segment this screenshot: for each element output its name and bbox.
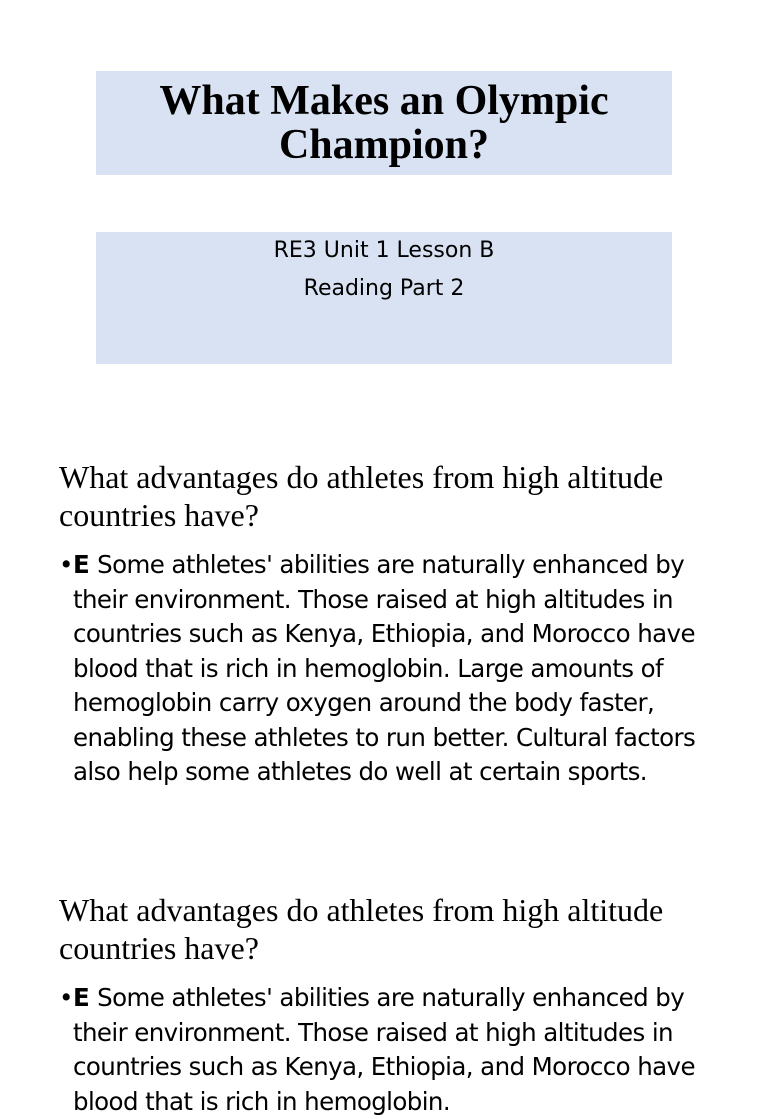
question-section-2 [59, 891, 739, 1119]
answer-bullet [59, 548, 739, 790]
answer-text: Some athletes' abilities are naturally enhanced by their environment. Those raised at high altitudes in countries such as Kenya, Ethiopia, and Morocco have blood that is rich in hemoglobin. [73, 983, 695, 1116]
question-heading: What advantages do athletes from high altitude countries have? [59, 459, 664, 533]
bullet-dot: • [59, 983, 73, 1012]
question-heading: What advantages do athletes from high altitude countries have? [59, 892, 664, 966]
subtitle-line-2: Reading Part 2 [303, 276, 465, 301]
question-section-1 [59, 458, 739, 790]
answer-text: Some athletes' abilities are naturally enhanced by their environment. Those raised at high altitudes in countries such as Kenya, Ethiopia, and Morocco have blood that is rich in hemoglobin. Large amounts of hemoglobin carry oxygen around the body faster, enabling these athletes to run better. Cultural factors also help some athletes do well at certain sports. [73, 550, 696, 786]
answer-bullet [59, 981, 739, 1119]
subtitle-line-1: RE3 Unit 1 Lesson B [273, 238, 495, 263]
title-banner [96, 71, 672, 175]
subtitle-banner [96, 232, 672, 364]
page-title: What Makes an Olympic Champion? [159, 78, 609, 168]
paragraph-letter: E [73, 550, 90, 579]
paragraph-letter: E [73, 983, 90, 1012]
bullet-dot: • [59, 550, 73, 579]
